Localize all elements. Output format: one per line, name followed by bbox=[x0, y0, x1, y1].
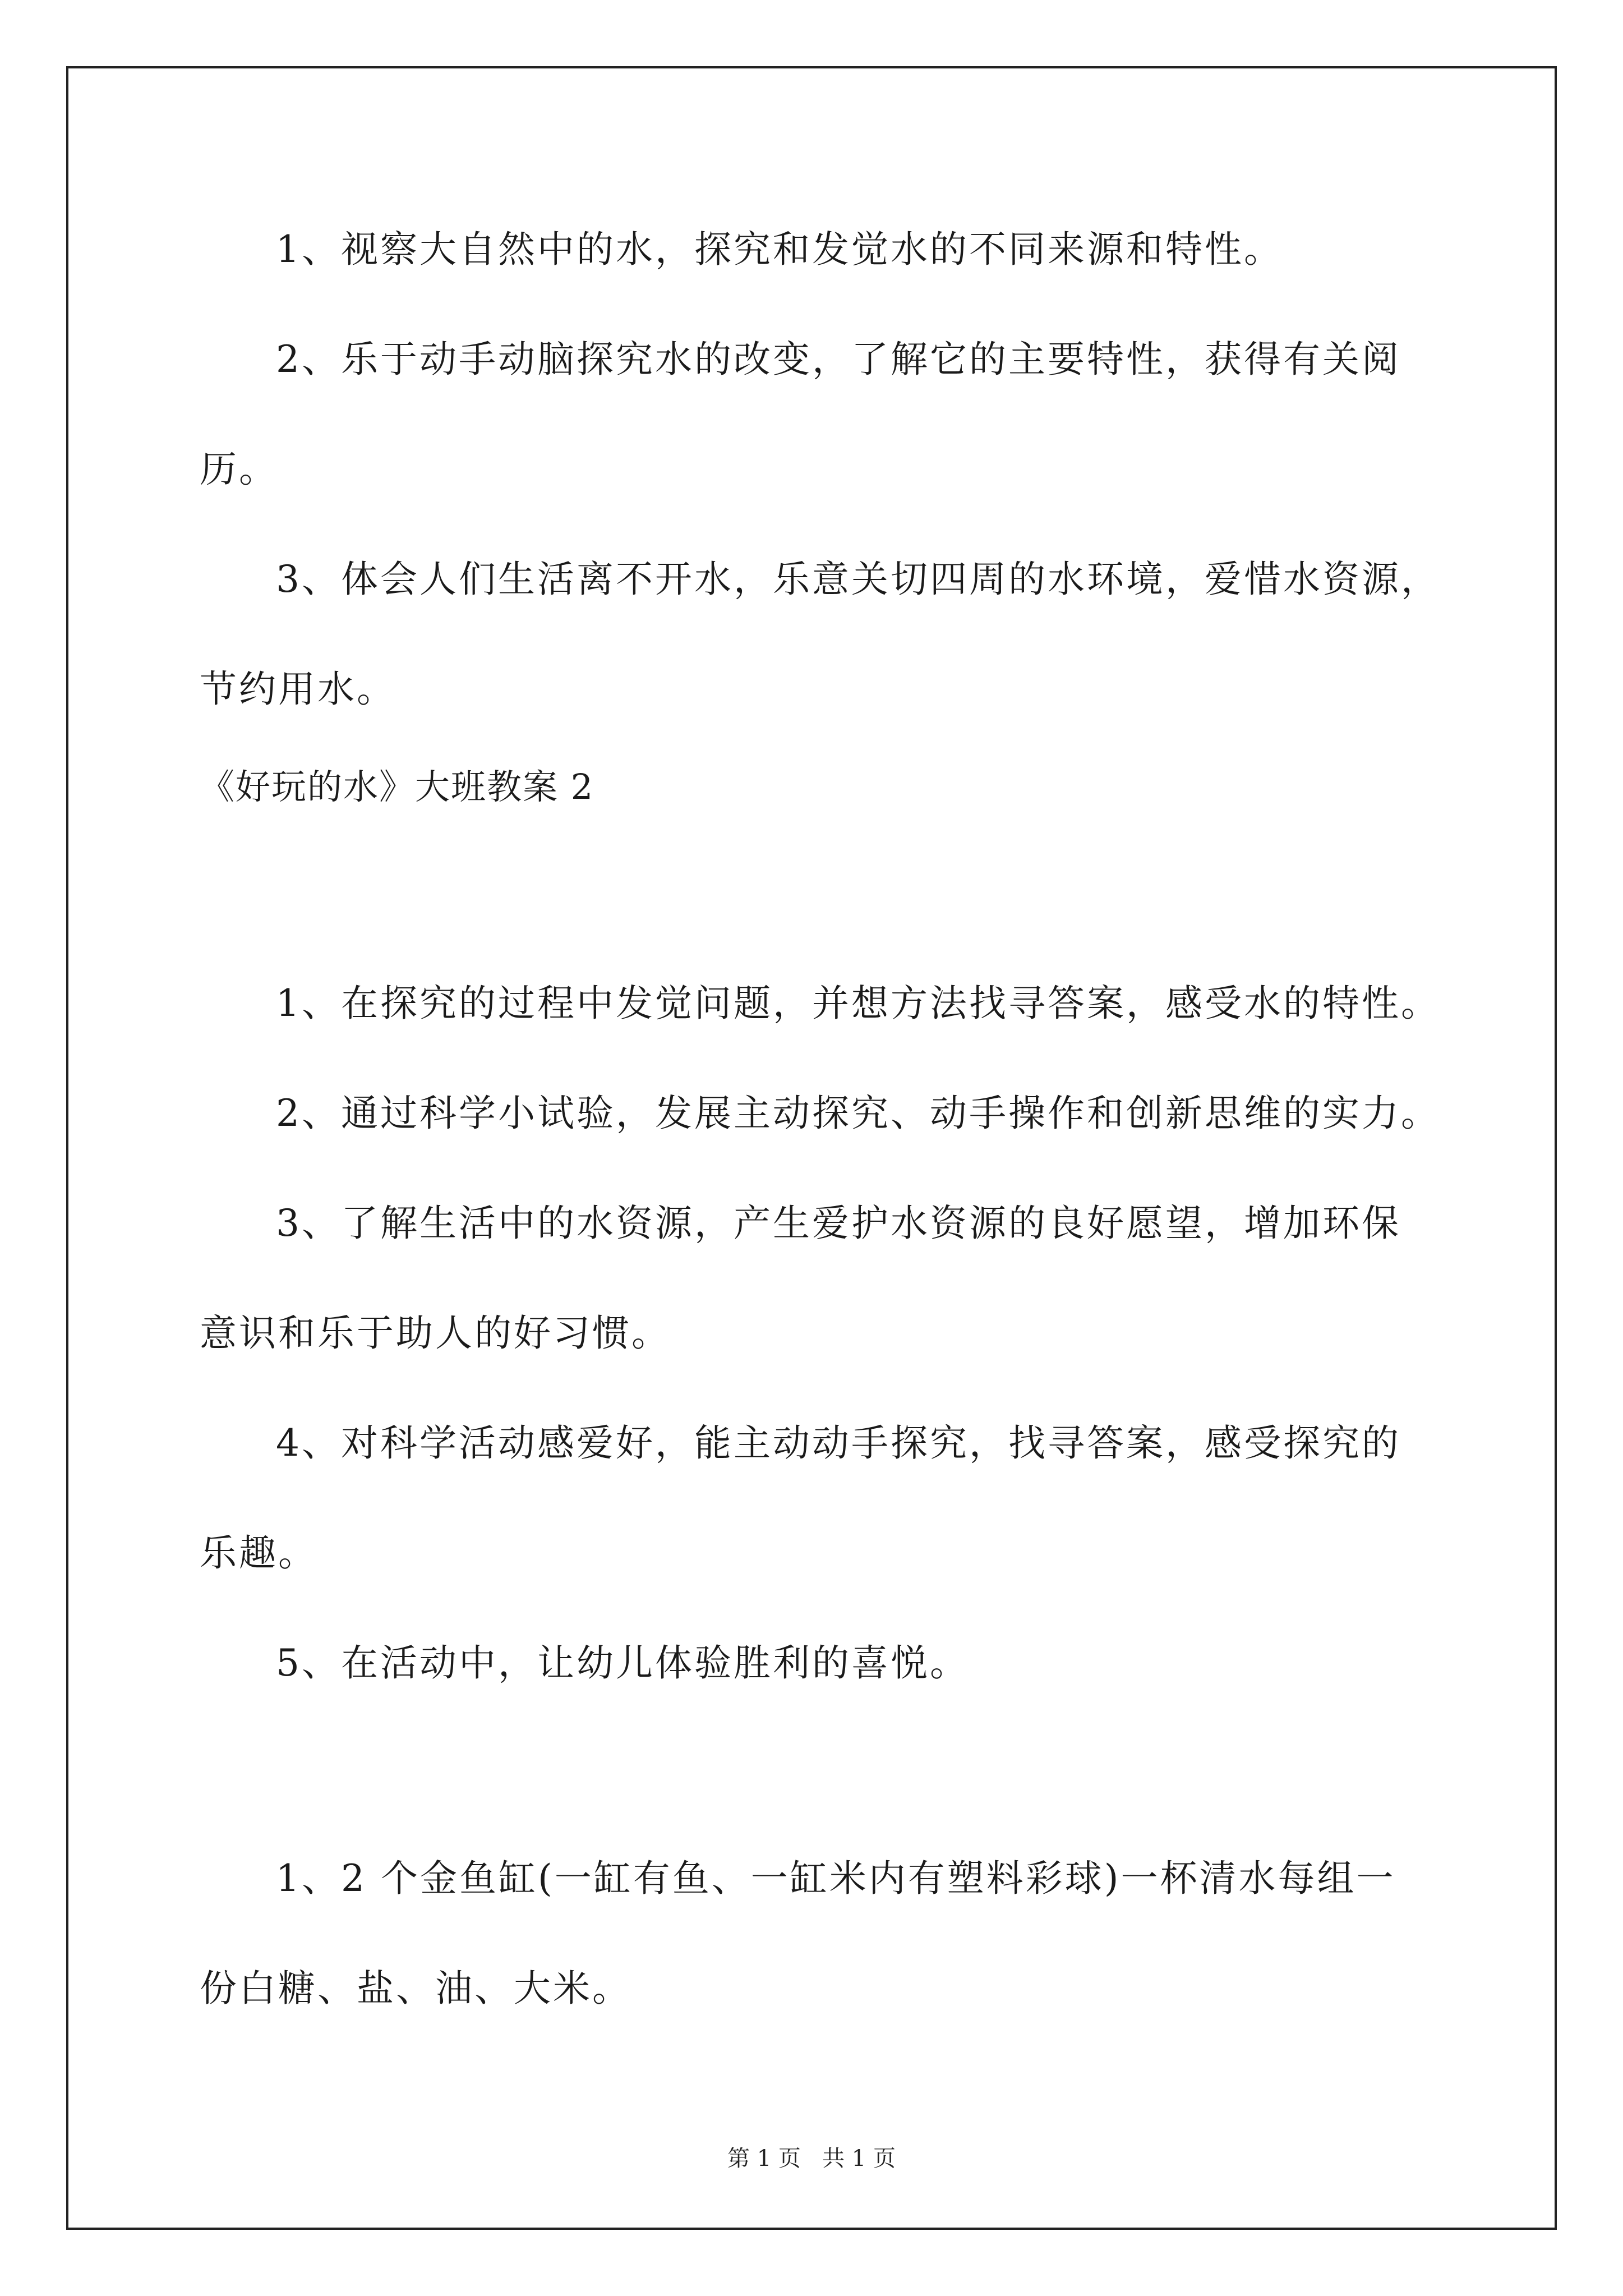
paragraph-line: 节约用水。 bbox=[200, 668, 396, 711]
paragraph-line: 意识和乐于助人的好习惯。 bbox=[200, 1312, 671, 1355]
paragraph-line: 3、了解生活中的水资源，产生爱护水资源的良好愿望，增加环保 bbox=[276, 1202, 1401, 1245]
paragraph-line: 2、乐于动手动脑探究水的改变，了解它的主要特性，获得有关阅 bbox=[276, 338, 1401, 381]
paragraph-line: 1、视察大自然中的水，探究和发觉水的不同来源和特性。 bbox=[276, 228, 1283, 271]
paragraph-line: 2、通过科学小试验，发展主动探究、动手操作和创新思维的实力。 bbox=[276, 1092, 1440, 1135]
paragraph-line: 5、在活动中，让幼儿体验胜利的喜悦。 bbox=[276, 1641, 969, 1685]
paragraph-line: 乐趣。 bbox=[200, 1531, 317, 1575]
paragraph-line: 1、2 个金鱼缸(一缸有鱼、一缸米内有塑料彩球)一杯清水每组一 bbox=[276, 1857, 1396, 1900]
paragraph-line: 1、在探究的过程中发觉问题，并想方法找寻答案，感受水的特性。 bbox=[276, 982, 1440, 1025]
paragraph-line: 历。 bbox=[200, 448, 278, 491]
page-border bbox=[66, 66, 1557, 2230]
paragraph-line: 4、对科学活动感爱好，能主动动手探究，找寻答案，感受探究的 bbox=[276, 1421, 1401, 1465]
paragraph-line: 3、体会人们生活离不开水，乐意关切四周的水环境，爱惜水资源， bbox=[276, 558, 1440, 601]
page-footer: 第 1 页 共 1 页 bbox=[727, 2146, 896, 2171]
section-heading: 《好玩的水》大班教案 2 bbox=[200, 766, 594, 807]
paragraph-line: 份白糖、盐、油、大米。 bbox=[200, 1967, 631, 2010]
